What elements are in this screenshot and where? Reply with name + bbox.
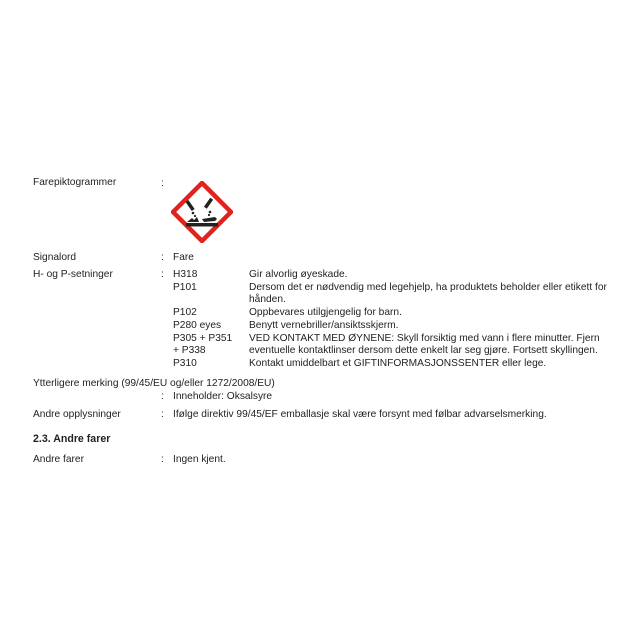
statement-text-cont: hånden. bbox=[249, 294, 286, 305]
statement-text: Benytt vernebriller/ansiktsskjerm. bbox=[249, 320, 399, 331]
hp-statements-label: H- og P-setninger bbox=[33, 269, 113, 280]
other-info-label: Andre opplysninger bbox=[33, 409, 121, 420]
statement-text: VED KONTAKT MED ØYNENE: Skyll forsiktig med vann i flere minutter. Fjern bbox=[249, 333, 600, 344]
signal-word-value: Fare bbox=[173, 252, 194, 263]
hp-statements-colon: : bbox=[161, 269, 164, 280]
statement-code-cont: + P338 bbox=[173, 345, 206, 356]
other-info-colon: : bbox=[161, 409, 164, 420]
additional-marking-colon: : bbox=[161, 391, 164, 402]
pictograms-colon: : bbox=[161, 178, 164, 189]
statement-text: Dersom det er nødvendig med legehjelp, ha produktets beholder eller etikett for bbox=[249, 282, 607, 293]
statement-code: P305 + P351 bbox=[173, 333, 233, 344]
statement-text: Kontakt umiddelbart et GIFTINFORMASJONSSENTER eller lege. bbox=[249, 358, 547, 369]
statement-text: Oppbevares utilgjengelig for barn. bbox=[249, 307, 402, 318]
statement-code: P101 bbox=[173, 282, 197, 293]
section-heading: 2.3. Andre farer bbox=[33, 433, 111, 445]
signal-word-label: Signalord bbox=[33, 252, 77, 263]
other-info-value: Ifølge direktiv 99/45/EF emballasje skal være forsynt med følbar advarselsmerking. bbox=[173, 409, 547, 420]
other-hazards-label: Andre farer bbox=[33, 454, 84, 465]
signal-word-colon: : bbox=[161, 252, 164, 263]
pictograms-label: Farepiktogrammer bbox=[33, 177, 117, 188]
additional-marking-value: Inneholder: Oksalsyre bbox=[173, 391, 273, 402]
statement-code: H318 bbox=[173, 269, 198, 280]
statement-text-cont: eventuelle kontaktlinser dersom dette enkelt lar seg gjøre. Fortsett skyllingen. bbox=[249, 345, 598, 356]
additional-marking-label: Ytterligere merking (99/45/EU og/eller 1272/2008/EU) bbox=[33, 378, 275, 389]
other-hazards-value: Ingen kjent. bbox=[173, 454, 226, 465]
statement-code: P280 eyes bbox=[173, 320, 222, 331]
statement-code: P102 bbox=[173, 307, 197, 318]
ghs05-corrosion-icon bbox=[171, 181, 233, 243]
statement-code: P310 bbox=[173, 358, 197, 369]
statement-text: Gir alvorlig øyeskade. bbox=[249, 269, 348, 280]
other-hazards-colon: : bbox=[161, 454, 164, 465]
